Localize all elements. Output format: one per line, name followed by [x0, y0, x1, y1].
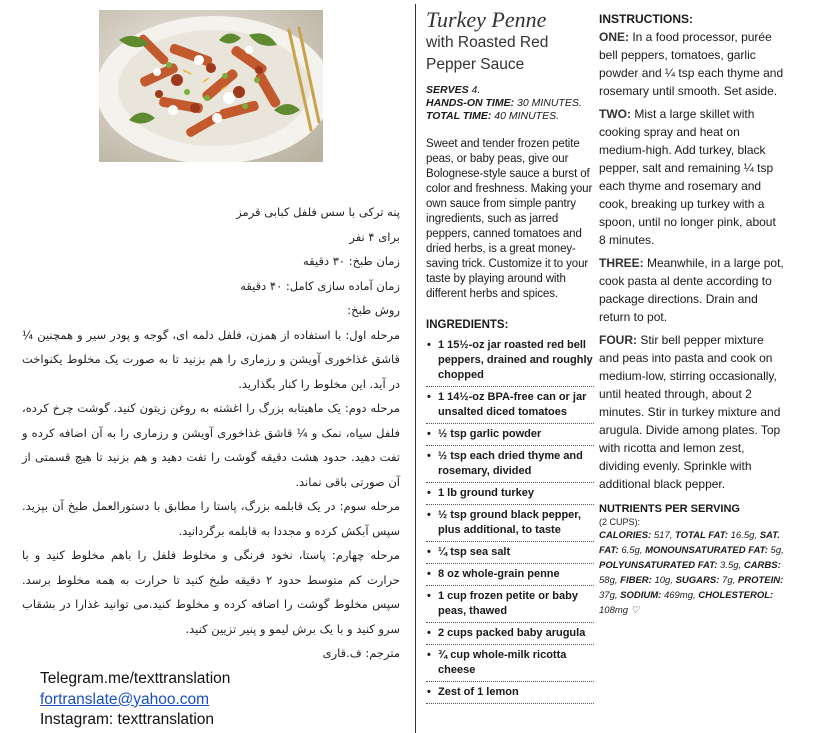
ingredient-item: • 8 oz whole-grain penne — [426, 567, 594, 586]
instruction-step — [599, 28, 785, 100]
ingredient-item: • 1 lb ground turkey — [426, 486, 594, 505]
step-text: Stir bell pepper mixture and peas into pasta and cook on medium-low, stirring occasionally, until heated through, about 2 minutes. Stir in turkey mixture and arugula. Divide among plates. Top with ricotta and lemon zest, dividing evenly. Sprinkle with additional black pepper. — [599, 333, 781, 491]
step-text: Meanwhile, in a large pot, cook pasta al dente according to package directions. Drain and return to pot. — [599, 256, 784, 324]
total-time-label: TOTAL TIME: — [426, 110, 492, 122]
step-label: THREE: — [599, 256, 644, 270]
persian-cook-time: زمان طبخ: ۳۰ دقیقه — [303, 254, 400, 268]
nutrient-label: SODIUM: — [620, 590, 662, 601]
recipe-meta — [426, 84, 594, 123]
nutrient-label: CHOLESTEROL: — [698, 590, 774, 601]
recipe-intro-column — [426, 8, 594, 707]
credits — [40, 669, 230, 731]
nutrients-list — [599, 528, 785, 618]
persian-method-label: روش طبخ: — [347, 303, 400, 317]
nutrient-value: 37g, — [599, 590, 618, 601]
recipe-subtitle-line2: Pepper Sauce — [426, 56, 525, 73]
persian-translator: مترجم: ف.قاری — [322, 646, 400, 660]
nutrient-label: CARBS: — [743, 560, 781, 571]
step-label: TWO: — [599, 107, 631, 121]
nutrient-label: FIBER: — [620, 575, 652, 586]
ingredient-item: • ½ tsp each dried thyme and rosemary, divided — [426, 449, 594, 483]
nutrient-value: 108mg — [599, 605, 629, 616]
total-time-value: 40 MINUTES. — [494, 110, 560, 122]
persian-step-4: مرحله چهارم: پاستا، نخود فرنگی و مخلوط فلفل را باهم مخلوط کنید و با حرارت کم متوسط حدود ۲ دقیقه طبخ کنید تا حرارت به همه مخلوط برسد. سپس مخلوط گوشت را اضافه کرده و مخلوط کنید.می توانید غذارا در بشقاب سرو کنید و با یک برش لیمو و پنیر تزیین کنید. — [22, 548, 400, 636]
serves-label: SERVES — [426, 84, 469, 96]
persian-total-time: زمان آماده سازی کامل: ۴۰ دقیقه — [240, 278, 400, 293]
persian-title: پنه ترکی با سس فلفل کبابی قرمز — [236, 205, 400, 219]
dish-photo — [99, 10, 323, 162]
instructions-column — [599, 10, 785, 618]
ingredient-item: • 1 15½-oz jar roasted red bell peppers, drained and roughly chopped — [426, 338, 594, 387]
step-label: FOUR: — [599, 333, 637, 347]
ingredient-item: • ½ tsp ground black pepper, plus additional, to taste — [426, 508, 594, 542]
nutrient-value: 7g, — [722, 575, 736, 586]
nutrient-label: MONOUNSATURATED FAT: — [645, 545, 768, 556]
nutrients-heading: NUTRIENTS PER SERVING — [599, 503, 740, 515]
telegram-link-text: Telegram.me/texttranslation — [40, 670, 231, 687]
instruction-step — [599, 105, 785, 249]
nutrient-value: 517, — [653, 530, 673, 541]
email-link[interactable]: fortranslate@yahoo.com — [40, 690, 210, 708]
nutrient-label: CALORIES: — [599, 530, 652, 541]
nutrient-label: SUGARS: — [675, 575, 720, 586]
handson-value: 30 MINUTES. — [517, 97, 582, 109]
instructions-heading: INSTRUCTIONS: — [599, 12, 693, 26]
step-text: Mist a large skillet with cooking spray and heat on medium-high. Add turkey, black pepper, salt and remaining ¼ tsp each thyme and rosemary and cook, breaking up turkey with a spoon, until no longer pink, about 8 minutes. — [599, 107, 776, 247]
nutrient-value: 3.5g, — [720, 560, 742, 571]
instruction-step — [599, 331, 785, 493]
nutrient-value: 16.5g, — [730, 530, 758, 541]
ingredient-item: • 1 14½-oz BPA-free can or jar unsalted diced tomatoes — [426, 390, 594, 424]
ingredients-heading: INGREDIENTS: — [426, 319, 509, 331]
ingredient-item: • 1 cup frozen petite or baby peas, thawed — [426, 589, 594, 623]
nutrient-value: 10g, — [654, 575, 673, 586]
persian-step-1: مرحله اول: با استفاده از همزن، فلفل دلمه ای، گوجه و پودر سیر و همچنین ¼ قاشق غذاخوری آویشن و رزماری را هم بزنید تا به صورت یک مخلوط یکنواخت در آید. این مخلوط را کنار بگذارید. — [22, 327, 400, 391]
instruction-step — [599, 254, 785, 326]
ingredient-item: • Zest of 1 lemon — [426, 685, 594, 704]
heart-check-icon: ♡ — [630, 605, 640, 616]
column-divider — [415, 4, 416, 733]
nutrient-label: SAT. FAT: — [599, 530, 780, 556]
ingredient-item: • 2 cups packed baby arugula — [426, 626, 594, 645]
recipe-title: Turkey Penne — [426, 7, 547, 32]
nutrient-label: PROTEIN: — [737, 575, 784, 586]
step-label: ONE: — [599, 30, 629, 44]
serves-value: 4. — [471, 84, 481, 96]
handson-label: HANDS-ON TIME: — [426, 97, 515, 109]
persian-step-3: مرحله سوم: در یک قابلمه بزرگ، پاستا را مطابق با دستورالعمل طبخ آن بپزید. سپس آبکش کرده و مجددا به قابلمه برگردانید. — [22, 499, 400, 538]
nutrients-subheading: (2 CUPS): — [599, 517, 641, 527]
ingredients-list — [426, 338, 594, 704]
nutrient-value: 469mg, — [663, 590, 696, 601]
nutrient-value: 5g, — [770, 545, 784, 556]
recipe-subtitle-line1: with Roasted Red — [426, 34, 549, 51]
persian-translation — [22, 200, 400, 666]
ingredient-item: • ½ tsp garlic powder — [426, 427, 594, 446]
recipe-intro: Sweet and tender frozen petite peas, or baby peas, give our Bolognese-style sauce a burst of color and freshness. Making your own sauce from simple pantry ingredients, such as jarred peppers, canned tomatoes and dried herbs, is a great money-saving trick. Customize it to your taste by playing around with different herbs and spices. — [426, 138, 593, 300]
persian-step-2: مرحله دوم: یک ماهیتابه بزرگ را اغشته به روغن زیتون کنید. گوشت چرخ کرده، فلفل سیاه، نمک و ¼ قاشق غذاخوری آویشن و رزماری را به آن اضافه کرده و تفت دهید. حدود هشت دقیقه گوشت را تفت دهید و هم بزنید تا هیچ قسمتی از آن صورتی باقی نماند. — [22, 401, 400, 489]
persian-serves: برای ۴ نفر — [349, 229, 400, 244]
instagram-handle: Instagram: texttranslation — [40, 711, 215, 728]
nutrient-value: 58g, — [599, 575, 618, 586]
nutrient-label: TOTAL FAT: — [675, 530, 728, 541]
nutrient-label: POLYUNSATURATED FAT: — [599, 560, 718, 571]
step-text: In a food processor, purée bell peppers, tomatoes, garlic powder and ¼ tsp each thyme and rosemary until smooth. Set aside. — [599, 30, 784, 98]
nutrient-value: 6.5g, — [621, 545, 643, 556]
ingredient-item: • ¾ cup whole-milk ricotta cheese — [426, 648, 594, 682]
ingredient-item: • ¼ tsp sea salt — [426, 545, 594, 564]
